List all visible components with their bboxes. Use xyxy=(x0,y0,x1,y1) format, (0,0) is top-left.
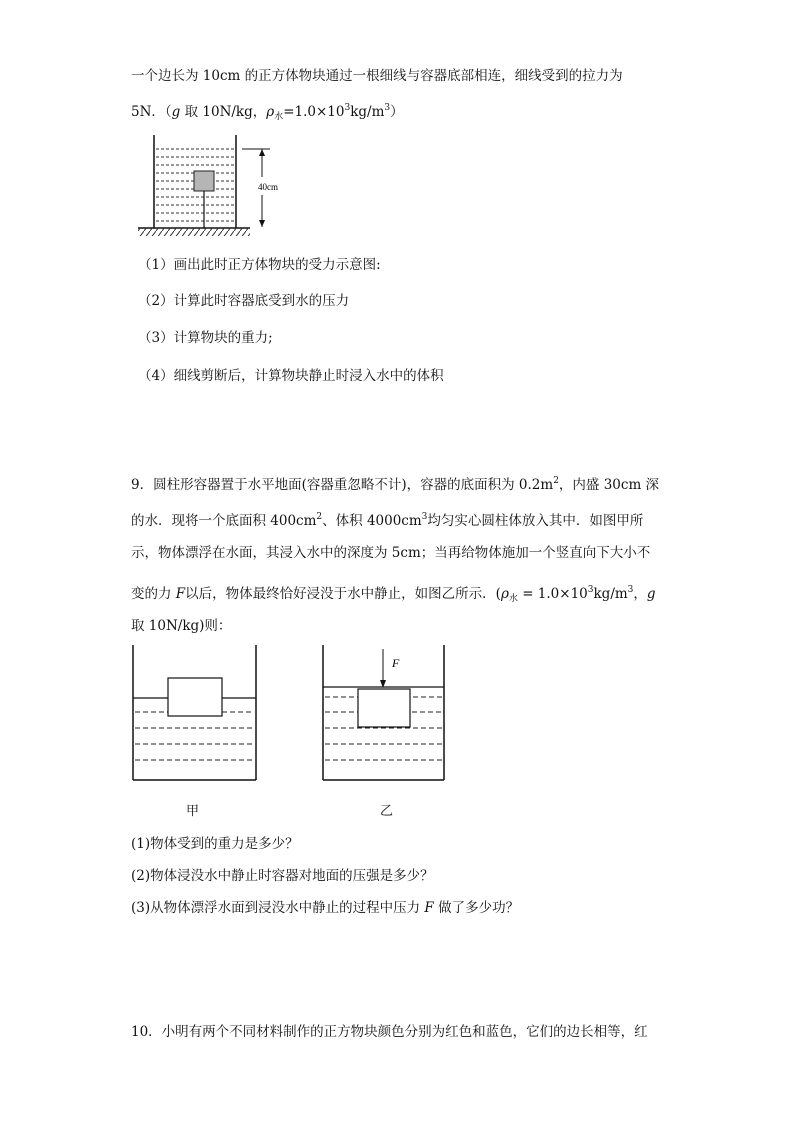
q8-question-2: （2）计算此时容器底受到水的压力 xyxy=(138,293,350,309)
q8-question-1: （1）画出此时正方体物块的受力示意图: xyxy=(138,257,381,273)
q8-rho-subscript: 水 xyxy=(274,112,284,122)
q8-intro-line1: 一个边长为 10cm 的正方体物块通过一根细线与容器底部相连，细线受到的拉力为 xyxy=(131,68,623,84)
q9-line2-a: 的水．现将一个底面积 400cm xyxy=(131,513,317,529)
q9-line2-c: 均匀实心圆柱体放入其中．如图甲所 xyxy=(427,513,644,529)
q9-line2-exp2: 3 xyxy=(421,512,428,522)
q8-rho-unit: kg/m xyxy=(350,104,385,120)
q8-rho-exponent: 3 xyxy=(344,103,351,113)
q9-rho-eq: = 1.0×10 xyxy=(517,586,588,602)
q9-line3: 示，物体漂浮在水面，其浸入水中的深度为 5cm；当再给物体施加一个竖直向下大小不 xyxy=(131,545,651,561)
q9-rho-subscript: 水 xyxy=(508,594,518,604)
q10-line1: 10．小明有两个不同材料制作的正方物块颜色分别为红色和蓝色，它们的边长相等，红 xyxy=(131,1024,648,1040)
q9-line4-F: F xyxy=(175,586,186,602)
q9-line5: 取 10N/kg)则： xyxy=(131,618,232,634)
q8-g-symbol: g xyxy=(171,104,181,120)
q8-rho-value: =1.0×10 xyxy=(283,104,345,120)
q8-rho-symbol: ρ xyxy=(266,104,275,120)
q9-rho-exp: 3 xyxy=(587,585,594,595)
q8-figure xyxy=(138,135,298,240)
q8-intro-prefix: 5N．（ xyxy=(131,104,172,120)
q9-rho-unit-exp: 3 xyxy=(627,585,634,595)
q9-line2-b: 、体积 4000cm xyxy=(322,513,422,529)
q9-rho-unit: kg/m xyxy=(593,586,628,602)
q9-figure-b xyxy=(320,645,450,785)
q8-intro-line2 xyxy=(131,99,404,126)
q9-sub1: (1)物体受到的重力是多少？ xyxy=(131,836,299,852)
q8-g-text: 取 10N/kg， xyxy=(180,104,267,120)
q9-line4 xyxy=(131,581,656,608)
q9-line1 xyxy=(131,472,659,494)
q9-rho-symbol: ρ xyxy=(500,586,509,602)
q9-line1-b: ，内盛 30cm 深 xyxy=(558,477,660,493)
q9-line4-c: ， xyxy=(633,586,647,602)
q8-rho-unit-exponent: 3 xyxy=(384,103,391,113)
q9-line4-a: 变的力 xyxy=(131,586,176,602)
q9-sub2: (2)物体浸没水中静止时容器对地面的压强是多少？ xyxy=(131,868,434,884)
q9-line2-exp1: 2 xyxy=(316,512,323,522)
q9-sub3 xyxy=(131,899,519,917)
q8-question-4: （4）细线剪断后，计算物块静止时浸入水中的体积 xyxy=(138,368,444,384)
q9-submerged-block xyxy=(358,689,410,727)
q9-line2 xyxy=(131,508,643,530)
q9-line1-exp: 2 xyxy=(553,476,559,486)
q8-block xyxy=(194,171,214,191)
q9-sub3-b: 做了多少功？ xyxy=(433,900,520,916)
q9-force-label: F xyxy=(392,656,400,670)
q9-sub3-F: F xyxy=(424,900,434,916)
q8-depth-label: 40cm xyxy=(258,182,278,192)
q8-close-paren: ） xyxy=(390,104,404,120)
q9-line4-b: 以后，物体最终恰好浸没于水中静止，如图乙所示．( xyxy=(185,586,501,602)
q9-figure-a xyxy=(130,645,260,785)
q9-caption-b: 乙 xyxy=(380,804,394,819)
q9-line4-g: g xyxy=(646,586,656,602)
q9-line1-a: 9．圆柱形容器置于水平地面(容器重忽略不计)，容器的底面积为 0.2m xyxy=(131,477,554,493)
q9-caption-a: 甲 xyxy=(186,804,200,819)
q9-sub3-a: (3)从物体漂浮水面到浸没水中静止的过程中压力 xyxy=(131,900,425,916)
q9-floating-block xyxy=(168,678,222,716)
q8-question-3: （3）计算物块的重力; xyxy=(138,330,273,346)
